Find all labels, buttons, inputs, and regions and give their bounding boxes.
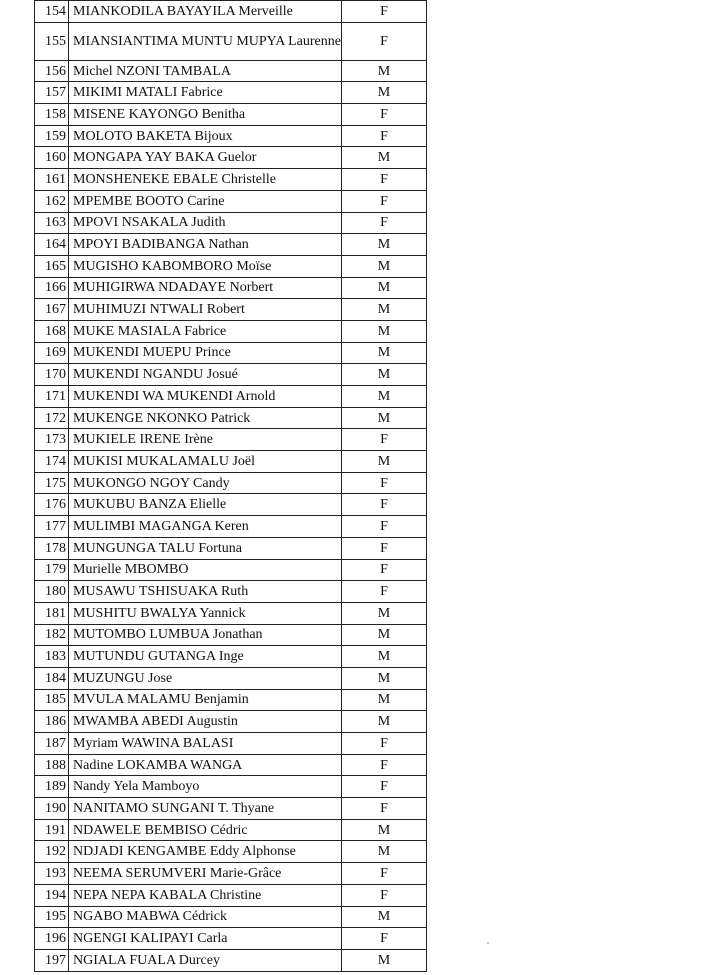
row-number-cell: 154 <box>35 1 69 23</box>
student-name-cell: NEPA NEPA KABALA Christine <box>69 884 342 906</box>
row-number-cell: 164 <box>35 234 69 256</box>
table-row <box>35 277 427 299</box>
sex-cell: M <box>342 689 427 711</box>
table-row <box>35 320 427 342</box>
sex-cell: F <box>342 798 427 820</box>
table-row <box>35 125 427 147</box>
row-number-cell: 191 <box>35 819 69 841</box>
sex-cell: M <box>342 342 427 364</box>
sex-cell: F <box>342 125 427 147</box>
row-number-cell: 167 <box>35 299 69 321</box>
table-row <box>35 451 427 473</box>
table-row <box>35 386 427 408</box>
sex-cell: F <box>342 884 427 906</box>
sex-cell: M <box>342 711 427 733</box>
table-row <box>35 494 427 516</box>
table-row <box>35 255 427 277</box>
table-row <box>35 602 427 624</box>
student-name-cell: Myriam WAWINA BALASI <box>69 733 342 755</box>
row-number-cell: 188 <box>35 754 69 776</box>
student-name-cell: MUZUNGU Jose <box>69 667 342 689</box>
table-row <box>35 581 427 603</box>
roster-body <box>35 1 427 972</box>
row-number-cell: 197 <box>35 949 69 971</box>
student-name-cell: NGIALA FUALA Durcey <box>69 949 342 971</box>
sex-cell: M <box>342 255 427 277</box>
student-name-cell: MUKENDI MUEPU Prince <box>69 342 342 364</box>
sex-cell: F <box>342 776 427 798</box>
table-row <box>35 234 427 256</box>
table-row <box>35 646 427 668</box>
table-row <box>35 147 427 169</box>
student-name-cell: MISENE KAYONGO Benitha <box>69 104 342 126</box>
student-name-cell: Nandy Yela Mamboyo <box>69 776 342 798</box>
student-name-cell: MUKIELE IRENE Irène <box>69 429 342 451</box>
row-number-cell: 166 <box>35 277 69 299</box>
table-row <box>35 928 427 950</box>
row-number-cell: 157 <box>35 82 69 104</box>
row-number-cell: 172 <box>35 407 69 429</box>
student-name-cell: MPOYI BADIBANGA Nathan <box>69 234 342 256</box>
row-number-cell: 158 <box>35 104 69 126</box>
sex-cell: F <box>342 516 427 538</box>
sex-cell: M <box>342 147 427 169</box>
table-row <box>35 342 427 364</box>
table-row <box>35 689 427 711</box>
student-name-cell: MUHIMUZI NTWALI Robert <box>69 299 342 321</box>
table-row <box>35 516 427 538</box>
sex-cell: M <box>342 320 427 342</box>
table-row <box>35 407 427 429</box>
sex-cell: F <box>342 22 427 60</box>
student-name-cell: MIANKODILA BAYAYILA Merveille <box>69 1 342 23</box>
sex-cell: M <box>342 364 427 386</box>
student-name-cell: MUKENDI WA MUKENDI Arnold <box>69 386 342 408</box>
student-name-cell: MUKUBU BANZA Elielle <box>69 494 342 516</box>
student-name-cell: NEEMA SERUMVERI Marie-Grâce <box>69 863 342 885</box>
student-name-cell: MPEMBE BOOTO Carine <box>69 190 342 212</box>
table-row <box>35 1 427 23</box>
student-name-cell: NGABO MABWA Cédrick <box>69 906 342 928</box>
row-number-cell: 162 <box>35 190 69 212</box>
sex-cell: F <box>342 754 427 776</box>
row-number-cell: 159 <box>35 125 69 147</box>
row-number-cell: 183 <box>35 646 69 668</box>
sex-cell: M <box>342 949 427 971</box>
row-number-cell: 169 <box>35 342 69 364</box>
table-row <box>35 537 427 559</box>
student-name-cell: MVULA MALAMU Benjamin <box>69 689 342 711</box>
sex-cell: F <box>342 429 427 451</box>
sex-cell: F <box>342 863 427 885</box>
table-row <box>35 754 427 776</box>
sex-cell: M <box>342 299 427 321</box>
student-name-cell: Michel NZONI TAMBALA <box>69 60 342 82</box>
row-number-cell: 195 <box>35 906 69 928</box>
row-number-cell: 193 <box>35 863 69 885</box>
table-row <box>35 429 427 451</box>
table-row <box>35 776 427 798</box>
row-number-cell: 179 <box>35 559 69 581</box>
student-name-cell: MUTOMBO LUMBUA Jonathan <box>69 624 342 646</box>
table-row <box>35 798 427 820</box>
row-number-cell: 180 <box>35 581 69 603</box>
student-name-cell: MUKISI MUKALAMALU Joël <box>69 451 342 473</box>
row-number-cell: 173 <box>35 429 69 451</box>
row-number-cell: 175 <box>35 472 69 494</box>
sex-cell: F <box>342 1 427 23</box>
row-number-cell: 184 <box>35 667 69 689</box>
sex-cell: F <box>342 472 427 494</box>
table-row <box>35 624 427 646</box>
row-number-cell: 185 <box>35 689 69 711</box>
student-name-cell: MIANSIANTIMA MUNTU MUPYA Laurenne <box>69 22 342 60</box>
table-row <box>35 559 427 581</box>
table-row <box>35 711 427 733</box>
table-row <box>35 472 427 494</box>
row-number-cell: 171 <box>35 386 69 408</box>
student-name-cell: Nadine LOKAMBA WANGA <box>69 754 342 776</box>
table-row <box>35 169 427 191</box>
sex-cell: F <box>342 190 427 212</box>
student-name-cell: NANITAMO SUNGANI T. Thyane <box>69 798 342 820</box>
student-name-cell: MPOVI NSAKALA Judith <box>69 212 342 234</box>
student-name-cell: NDJADI KENGAMBE Eddy Alphonse <box>69 841 342 863</box>
sex-cell: M <box>342 819 427 841</box>
sex-cell: M <box>342 82 427 104</box>
row-number-cell: 194 <box>35 884 69 906</box>
student-name-cell: MUKENDI NGANDU Josué <box>69 364 342 386</box>
student-name-cell: MONGAPA YAY BAKA Guelor <box>69 147 342 169</box>
row-number-cell: 174 <box>35 451 69 473</box>
student-name-cell: MWAMBA ABEDI Augustin <box>69 711 342 733</box>
student-name-cell: NDAWELE BEMBISO Cédric <box>69 819 342 841</box>
sex-cell: M <box>342 841 427 863</box>
sex-cell: M <box>342 667 427 689</box>
student-name-cell: MUKONGO NGOY Candy <box>69 472 342 494</box>
student-name-cell: MUHIGIRWA NDADAYE Norbert <box>69 277 342 299</box>
row-number-cell: 155 <box>35 22 69 60</box>
sex-cell: M <box>342 624 427 646</box>
student-name-cell: Murielle MBOMBO <box>69 559 342 581</box>
student-name-cell: MUSAWU TSHISUAKA Ruth <box>69 581 342 603</box>
row-number-cell: 187 <box>35 733 69 755</box>
sex-cell: F <box>342 537 427 559</box>
table-row <box>35 212 427 234</box>
sex-cell: M <box>342 386 427 408</box>
table-row <box>35 733 427 755</box>
table-row <box>35 949 427 971</box>
sex-cell: M <box>342 602 427 624</box>
row-number-cell: 165 <box>35 255 69 277</box>
table-row <box>35 884 427 906</box>
student-name-cell: MULIMBI MAGANGA Keren <box>69 516 342 538</box>
student-name-cell: MOLOTO BAKETA Bijoux <box>69 125 342 147</box>
sex-cell: M <box>342 407 427 429</box>
student-name-cell: MUNGUNGA TALU Fortuna <box>69 537 342 559</box>
table-row <box>35 60 427 82</box>
table-row <box>35 104 427 126</box>
table-row <box>35 299 427 321</box>
sex-cell: F <box>342 581 427 603</box>
row-number-cell: 192 <box>35 841 69 863</box>
row-number-cell: 176 <box>35 494 69 516</box>
row-number-cell: 196 <box>35 928 69 950</box>
row-number-cell: 161 <box>35 169 69 191</box>
student-name-cell: NGENGI KALIPAYI Carla <box>69 928 342 950</box>
sex-cell: F <box>342 733 427 755</box>
sex-cell: M <box>342 451 427 473</box>
student-name-cell: MUKENGE NKONKO Patrick <box>69 407 342 429</box>
table-row <box>35 841 427 863</box>
table-row <box>35 819 427 841</box>
row-number-cell: 156 <box>35 60 69 82</box>
row-number-cell: 189 <box>35 776 69 798</box>
row-number-cell: 177 <box>35 516 69 538</box>
sex-cell: F <box>342 928 427 950</box>
sex-cell: M <box>342 234 427 256</box>
student-name-cell: MUSHITU BWALYA Yannick <box>69 602 342 624</box>
sex-cell: M <box>342 60 427 82</box>
student-name-cell: MIKIMI MATALI Fabrice <box>69 82 342 104</box>
student-name-cell: MUGISHO KABOMBORO Moïse <box>69 255 342 277</box>
row-number-cell: 190 <box>35 798 69 820</box>
table-row <box>35 22 427 60</box>
row-number-cell: 186 <box>35 711 69 733</box>
row-number-cell: 181 <box>35 602 69 624</box>
sex-cell: M <box>342 646 427 668</box>
sex-cell: M <box>342 906 427 928</box>
sex-cell: F <box>342 212 427 234</box>
sex-cell: F <box>342 169 427 191</box>
scan-speck <box>487 942 489 944</box>
table-row <box>35 190 427 212</box>
row-number-cell: 163 <box>35 212 69 234</box>
table-row <box>35 906 427 928</box>
row-number-cell: 182 <box>35 624 69 646</box>
row-number-cell: 168 <box>35 320 69 342</box>
student-name-cell: MONSHENEKE EBALE Christelle <box>69 169 342 191</box>
table-row <box>35 667 427 689</box>
table-row <box>35 82 427 104</box>
roster-table <box>34 0 427 972</box>
table-row <box>35 364 427 386</box>
sex-cell: F <box>342 494 427 516</box>
student-name-cell: MUKE MASIALA Fabrice <box>69 320 342 342</box>
sex-cell: F <box>342 559 427 581</box>
table-row <box>35 863 427 885</box>
sex-cell: F <box>342 104 427 126</box>
sex-cell: M <box>342 277 427 299</box>
row-number-cell: 160 <box>35 147 69 169</box>
student-name-cell: MUTUNDU GUTANGA Inge <box>69 646 342 668</box>
row-number-cell: 170 <box>35 364 69 386</box>
row-number-cell: 178 <box>35 537 69 559</box>
